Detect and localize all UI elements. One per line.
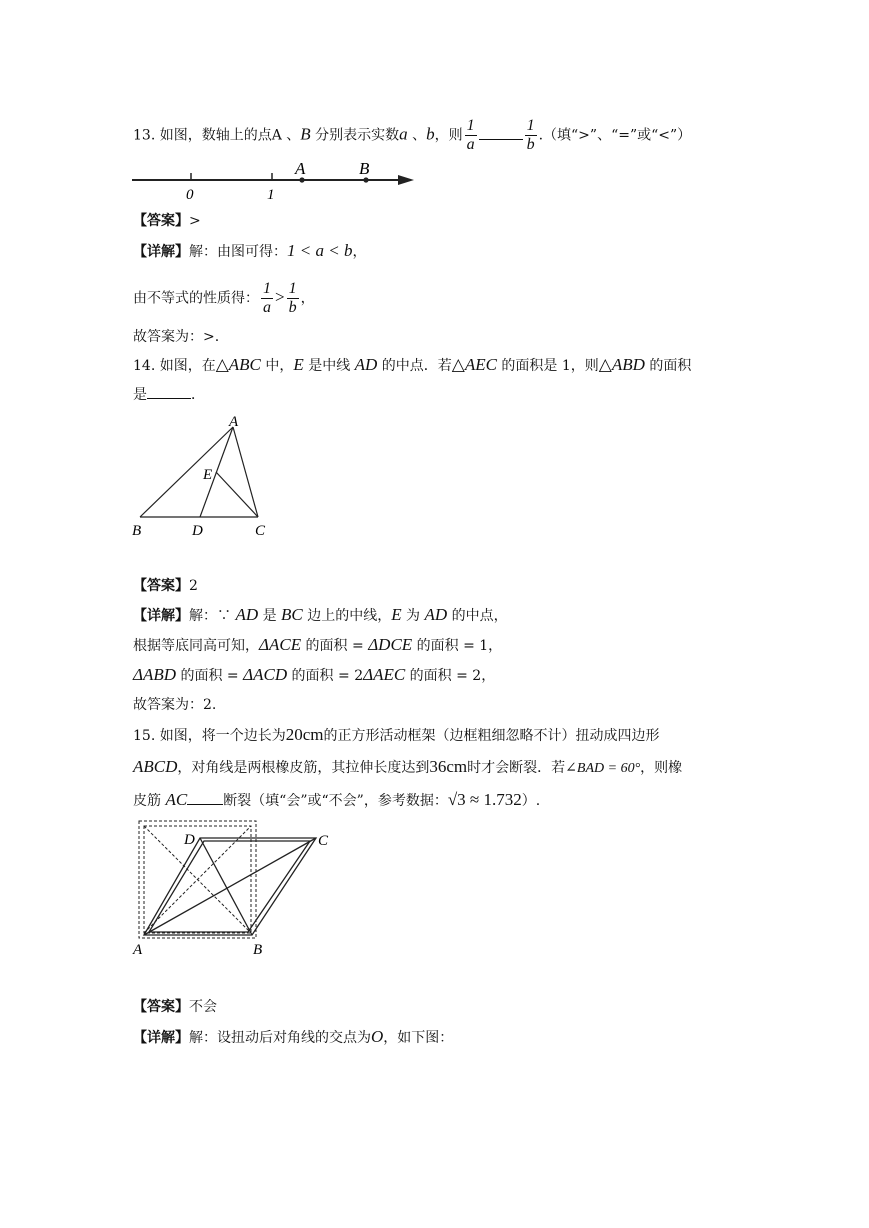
answer-blank: [479, 127, 523, 140]
axis-label-1: 1: [267, 187, 275, 202]
rhombus-frame-figure: [130, 818, 330, 960]
q13-detail-1: 【详解】解：由图可得：1 < a < b，: [133, 241, 367, 260]
q15-answer: 【答案】不会: [133, 999, 217, 1015]
number-line-figure: [130, 157, 420, 202]
q14-stem-cont: 是 ．: [133, 387, 205, 403]
q14-detail-4: 故答案为：2.: [133, 697, 217, 713]
fraction-1-over-a: $\frac{1}{a}$: [466, 117, 475, 153]
label-E: E: [203, 467, 213, 483]
axis-label-B: B: [359, 159, 370, 178]
axis-label-A: A: [295, 159, 306, 178]
q14-detail-3: ΔABD 的面积 = ΔACD 的面积 = 2ΔAEC 的面积 = 2，: [133, 665, 496, 684]
axis-label-0: 0: [186, 187, 194, 202]
q13-detail-3: 故答案为：>.: [133, 329, 220, 345]
label-D: D: [184, 832, 195, 848]
q13-detail-2: 由不等式的性质得： $\frac{1}{a}$ > $\frac{1}{b}$ ，: [133, 280, 315, 316]
label-B: B: [253, 942, 263, 958]
q14-stem: 14. 如图，在△ABC 中，E 是中线 AD 的中点．若△AEC 的面积是 1，则△ABD 的面积: [133, 355, 692, 374]
label-A: A: [229, 414, 239, 430]
label-C: C: [255, 523, 266, 539]
q14-detail-2: 根据等底同高可知，ΔACE 的面积 = ΔDCE 的面积 = 1，: [133, 635, 503, 654]
q15-stem-2: ABCD，对角线是两根橡皮筋，其拉伸长度达到36cm时才会断裂．若∠BAD = 60°，则橡: [133, 757, 683, 776]
label-D: D: [192, 523, 203, 539]
label-C: C: [318, 833, 329, 849]
label-B: B: [132, 523, 142, 539]
fraction-1-over-b: $\frac{1}{b}$: [526, 117, 535, 153]
q13-answer: 【答案】>: [133, 213, 201, 229]
q13-stem: 13. 如图，数轴上的点A 、B 分别表示实数a 、b，则 $\frac{1}{a}$ $\frac{1}{b}$ .（填“>”、“=”或“<”）: [133, 117, 692, 153]
q14-answer: 【答案】2: [133, 578, 198, 594]
q15-stem-1: 15. 如图，将一个边长为20cm的正方形活动框架（边框粗细忽略不计）扭动成四边形: [133, 725, 660, 744]
q15-detail-1: 【详解】解：设扭动后对角线的交点为O，如下图：: [133, 1027, 454, 1046]
q15-stem-3: 皮筋 AC 断裂（填“会”或“不会”，参考数据：√3 ≈ 1.732）.: [133, 790, 541, 809]
triangle-abc-figure: [130, 413, 275, 543]
q14-detail-1: 【详解】解：∵ AD 是 BC 边上的中线，E 为 AD 的中点，: [133, 605, 508, 624]
label-A: A: [133, 942, 143, 958]
